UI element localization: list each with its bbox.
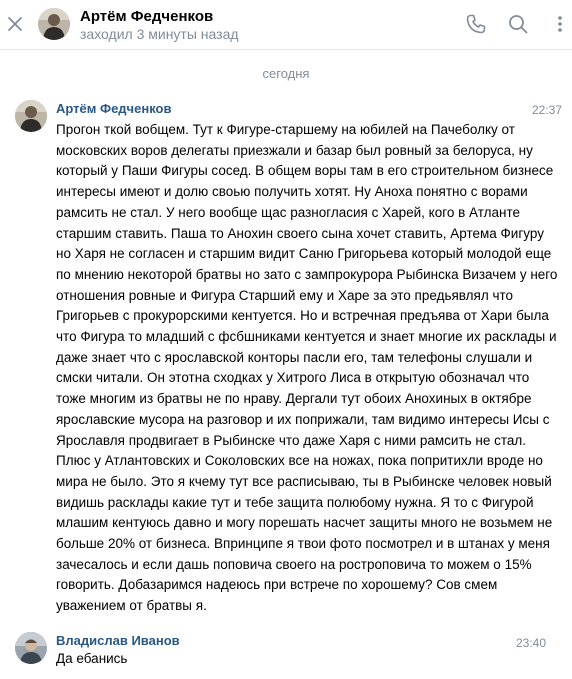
message-time: 22:37 [532, 103, 563, 117]
message-author[interactable]: Владислав Иванов [56, 633, 180, 648]
chat-header [0, 0, 572, 50]
message-author[interactable]: Артём Федченков [56, 101, 172, 116]
contact-avatar[interactable] [38, 8, 70, 40]
phone-icon[interactable] [464, 12, 488, 36]
date-separator: сегодня [262, 66, 310, 81]
contact-status: заходил 3 минуты назад [80, 26, 239, 42]
close-icon[interactable] [4, 10, 28, 38]
message-avatar[interactable] [15, 100, 47, 132]
message-avatar[interactable] [15, 632, 47, 664]
message-text: Да ебанись [56, 651, 128, 666]
more-vertical-icon[interactable] [548, 12, 568, 36]
message-text: Прогон ткой вобщем. Тут к Фигуре-старшему на юбилей на Пачеболку от московских воров делегаты приезжали и базар был ровный за белоруса, ну который у Паши Фигуры сосед. В общем воры там в его строительном бизнесе интересы имеют и долю своью получить хотят. Ну Аноха понятно с ворами рамсить не стал. У него вообще щас разногласия с Харей, кого в Атланте старшим ставить. Паша то Анохин своего сына хочет ставить, Артема Фигуру но Харя не согласен и старшим видит Саню Григорьева который молодой еще по мнению некоторой братвы но зато с зампрокурора Рыбинска Визачем у него отношения ровные и Фигура Старший ему и Харе за это предьявлял что Григорьев с прокурорскими кентуется. Но и встречная предъява от Хари была что Фигура то младший с фсбшниками кентуется и знает многие их расклады и даже знает что с ярославской конторы пасли его, там телефоны слушали и смски читали. Он этотна сходках у Хитрого Лиса в открытую обозначал что тоже многим из братвы не по нраву. Дергали тут обоих Анохиных в октябре ярославские мусора на разговор и их поприжали, там видимо интересы Исы с Ярославля продвигает в Рыбинске что даже Харя с ними рамсить не стал. Плюс у Атлантовских и Соколовских все на ножах, пока попритихли вроде но мира не было. Это я кчему тут все расписываю, ты в Рыбинске человек новый видишь расклады какие тут и тебе защита полюбому нужна. Я то с Фигурой млашим кентуюсь давно и могу порешать насчет защиты много не возьмем не больше 20% от бизнеса. Впринципе я твои фото посмотрел и в штанах у меня зачесалось и если дашь поповича своего на ростроповича то можем о 15% говорить. Добазаримся надеюсь при встрече по хорошему? Сов смем уважением от братвы я. [56, 122, 558, 614]
message-time: 23:40 [516, 636, 547, 650]
contact-name[interactable]: Артём Федченков [80, 8, 214, 25]
search-icon[interactable] [506, 12, 530, 36]
